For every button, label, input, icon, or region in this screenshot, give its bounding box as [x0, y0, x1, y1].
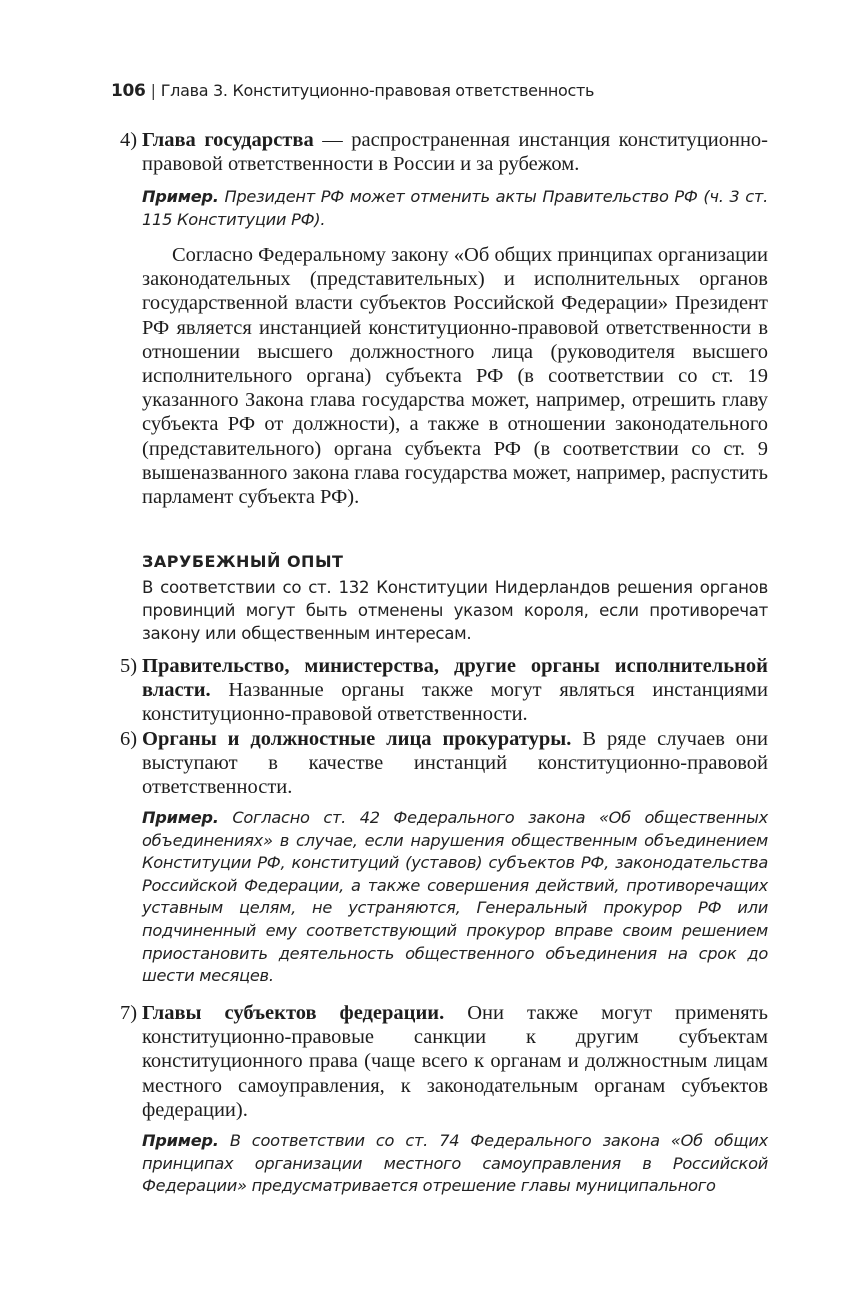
list-item-title: Глава государства	[142, 129, 314, 151]
example-label: Пример.	[142, 187, 219, 206]
example-label: Пример.	[142, 808, 219, 827]
list-item-text: Названные органы также могут являться инстанциями конституционно-правовой ответственности.	[142, 679, 768, 726]
list-item-7	[120, 1001, 768, 1122]
running-header	[111, 81, 594, 101]
page-number: 106	[111, 81, 146, 101]
example-label: Пример.	[142, 1131, 219, 1150]
list-item-number: 6)	[120, 728, 138, 750]
header-separator: |	[150, 81, 156, 100]
list-item-text: — распространенная инстанция конституционно-правовой ответственности в России и за рубежом.	[142, 129, 768, 176]
list-item-text: В ряде случаев они выступают в качестве инстанций конституционно-правовой ответственности.	[142, 728, 768, 799]
example-block-3	[142, 1130, 768, 1198]
list-item-number: 4)	[120, 129, 138, 151]
list-item-title: Органы и должностные лица прокуратуры.	[142, 728, 572, 750]
list-item-text: Они также могут применять конституционно-правовые санкции к другим субъектам конституционного права (чаще всего к органам и должностным лицам местного самоуправления, к законодательным органам субъектов федерации).	[142, 1002, 768, 1121]
list-item-number: 7)	[120, 1002, 138, 1024]
chapter-title: Глава 3. Конституционно-правовая ответственность	[160, 81, 595, 100]
list-item-title: Правительство, министерства, другие органы исполнительной власти.	[142, 655, 768, 702]
list-item-number: 5)	[120, 655, 138, 677]
example-block-1	[142, 186, 768, 231]
body-paragraph: Согласно Федеральному закону «Об общих принципах организации законодательных (представительных) и исполнительных органов государственной власти субъектов Российской Федерации» Президент РФ является инстанцией конституционно-правовой ответственности в отношении высшего должностного лица (руководителя высшего исполнительного органа) субъекта РФ (в соответствии со ст. 19 указанного Закона глава государства может, например, отрешить главу субъекта РФ от должности), а также в отношении законодательного (представительного) органа субъекта РФ (в соответствии со ст. 9 вышеназванного закона глава государства может, например, распустить парламент субъекта РФ).	[142, 244, 768, 509]
example-text: В соответствии со ст. 74 Федерального закона «Об общих принципах организации местного самоуправления в Российской Федерации» предусматривается отрешение главы муниципального	[142, 1131, 768, 1196]
example-text: Президент РФ может отменить акты Правительство РФ (ч. 3 ст. 115 Конституции РФ).	[142, 187, 768, 229]
example-block-2	[142, 807, 768, 988]
foreign-experience-text: В соответствии со ст. 132 Конституции Нидерландов решения органов провинций могут быть отменены указом короля, если противоречат закону или общественным интересам.	[142, 578, 768, 643]
example-text: Согласно ст. 42 Федерального закона «Об общественных объединениях» в случае, если нарушения общественным объединением Конституции РФ, конституций (уставов) субъектов РФ, законодательства Российской Федерации, а также совершения действий, противоречащих уставным целям, не устраняются, Генеральный прокурор РФ или подчиненный ему соответствующий прокурор вправе своим решением приостановить деятельность общественного объединения на срок до шести месяцев.	[142, 808, 768, 986]
list-item-4	[120, 128, 768, 176]
foreign-experience-title: ЗАРУБЕЖНЫЙ ОПЫТ	[142, 552, 344, 571]
list-item-6	[120, 727, 768, 800]
list-item-title: Главы субъектов федерации.	[142, 1002, 445, 1024]
list-item-5	[120, 654, 768, 727]
